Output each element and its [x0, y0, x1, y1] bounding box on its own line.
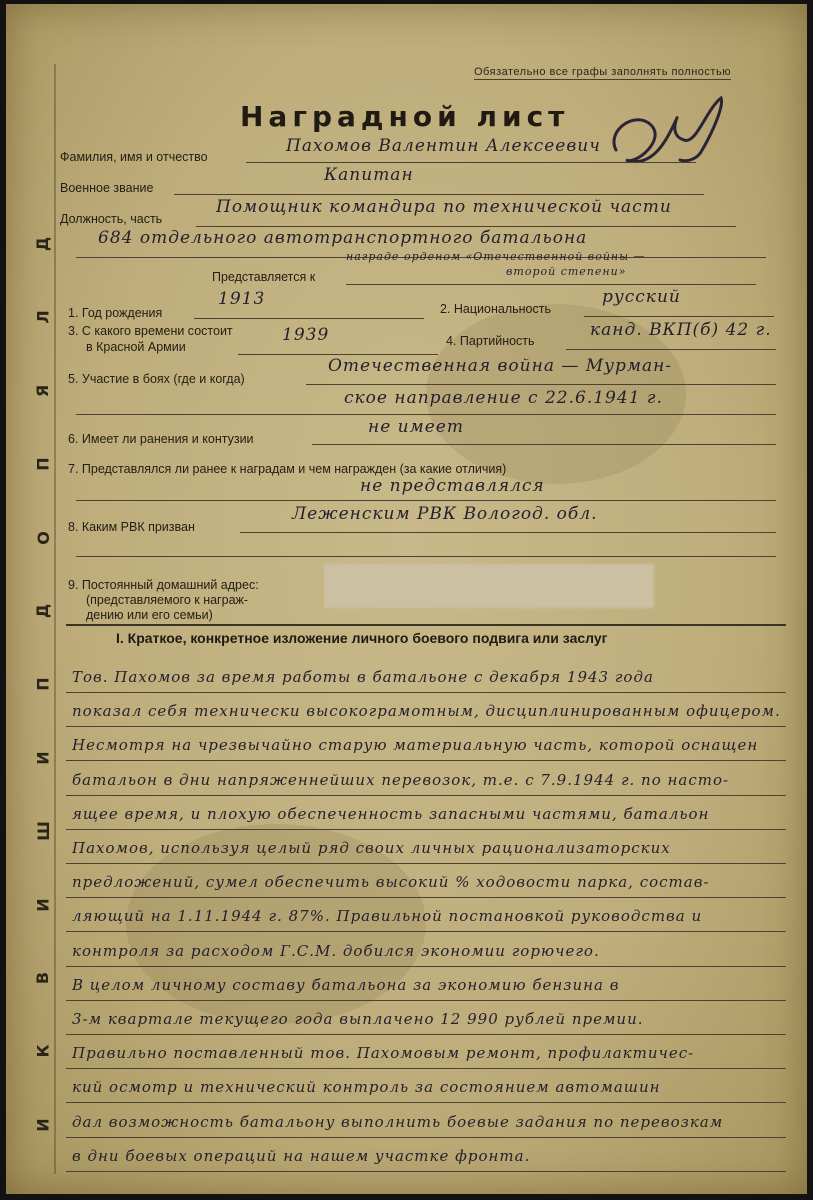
section-rule	[66, 624, 786, 626]
wounds-label: 6. Имеет ли ранения и контузии	[68, 432, 254, 446]
narrative-line: Правильно поставленный тов. Пахомовым ремонт, профилактичес-	[72, 1044, 695, 1063]
narrative-line: в дни боевых операций на нашем участке фронта.	[72, 1146, 531, 1165]
underline	[584, 316, 774, 317]
side-caption-letter: П	[33, 676, 53, 692]
narrative-line: предложений, сумел обеспечить высокий % ходовости парка, состав-	[72, 873, 710, 892]
battles-value-line2: ское направление с 22.6.1941 г.	[344, 388, 663, 408]
underline	[66, 966, 786, 967]
side-caption-letter: И	[33, 1117, 53, 1132]
underline	[66, 897, 786, 898]
side-caption-letter: И	[33, 896, 53, 912]
address-label-line2: (представляемого к награж-	[86, 593, 249, 607]
side-caption-letter: П	[33, 456, 53, 471]
underline	[306, 384, 776, 385]
side-caption-letter: Ш	[33, 820, 53, 842]
party-value: канд. ВКП(б) 42 г.	[590, 320, 772, 340]
nationality-value: русский	[602, 287, 681, 307]
side-caption-letter: Д	[33, 602, 53, 619]
nominated-value-line1: награде орденом «Отечественной войны —	[346, 250, 646, 263]
birth-year-label: 1. Год рождения	[68, 306, 163, 320]
narrative-line: кий осмотр и технический контроль за состоянием автомашин	[72, 1078, 661, 1097]
underline	[174, 194, 704, 195]
narrative-line: В целом личному составу батальона за экономию бензина в	[72, 975, 620, 994]
side-caption-letter: Л	[33, 309, 53, 325]
battles-value-line1: Отечественная война — Мурман-	[328, 356, 673, 376]
award-sheet	[6, 4, 807, 1194]
underline	[66, 829, 786, 830]
narrative-line: ляющий на 1.11.1944 г. 87%. Правильной постановкой руководства и	[72, 907, 703, 926]
underline	[66, 1068, 786, 1069]
underline	[238, 354, 438, 355]
underline	[66, 726, 786, 727]
underline	[76, 500, 776, 501]
wounds-value: не имеет	[368, 417, 464, 437]
narrative-line: дал возможность батальону выполнить боевые задания по перевозкам	[72, 1112, 724, 1131]
name-label: Фамилия, имя и отчество	[60, 150, 208, 164]
rank-label: Военное звание	[60, 181, 154, 195]
signature-mark	[596, 90, 736, 182]
underline	[346, 284, 756, 285]
narrative-line: батальон в дни напряженнейших перевозок, т.е. с 7.9.1944 г. по насто-	[72, 770, 730, 789]
birth-year-value: 1913	[218, 289, 266, 309]
side-caption-letter: О	[33, 529, 53, 545]
nominated-value-line2: второй степени»	[506, 265, 627, 278]
position-label: Должность, часть	[60, 212, 163, 226]
redacted-address	[324, 564, 654, 608]
underline	[66, 863, 786, 864]
narrative-line: Несмотря на чрезвычайно старую материальную часть, которой оснащен	[72, 736, 759, 755]
underline	[66, 1034, 786, 1035]
awards-value: не представлялся	[360, 476, 545, 496]
underline	[76, 556, 776, 557]
underline	[66, 1000, 786, 1001]
narrative-line: контроля за расходом Г.С.М. добился экономии горючего.	[72, 941, 600, 960]
address-label-line3: дению или его семьи)	[86, 608, 213, 622]
nominated-label: Представляется к	[212, 270, 316, 284]
underline	[66, 1171, 786, 1172]
underline	[240, 532, 776, 533]
side-caption	[28, 234, 58, 1134]
rvk-label: 8. Каким РВК призван	[68, 520, 195, 534]
underline	[246, 162, 696, 163]
army-since-value: 1939	[282, 325, 330, 345]
section-heading: I. Краткое, конкретное изложение личного боевого подвига или заслуг	[116, 630, 608, 646]
narrative-line: ящее время, и плохую обеспеченность запасными частями, батальон	[72, 804, 710, 823]
army-since-label-line1: 3. С какого времени состоит	[68, 324, 233, 338]
side-caption-letter: В	[33, 970, 53, 985]
rvk-value: Леженским РВК Вологод. обл.	[292, 504, 598, 524]
nationality-label: 2. Национальность	[440, 302, 551, 316]
underline	[66, 1137, 786, 1138]
name-value: Пахомов Валентин Алексеевич	[286, 136, 601, 156]
underline	[66, 1102, 786, 1103]
narrative-line: Пахомов, используя целый ряд своих личных рационализаторских	[72, 839, 671, 857]
battles-label: 5. Участие в боях (где и когда)	[68, 372, 245, 386]
underline	[196, 226, 736, 227]
party-label: 4. Партийность	[446, 334, 535, 348]
address-label-line1: 9. Постоянный домашний адрес:	[68, 578, 259, 592]
narrative-line: Тов. Пахомов за время работы в батальоне с декабря 1943 года	[72, 668, 654, 686]
position-value-line1: Помощник командира по технической части	[216, 197, 672, 217]
side-caption-letter: Я	[33, 383, 53, 397]
army-since-label-line2: в Красной Армии	[86, 340, 186, 354]
document-title: Наградной лист	[240, 100, 570, 133]
rank-value: Капитан	[324, 165, 414, 185]
narrative-line: 3-м квартале текущего года выплачено 12 990 рублей премии.	[72, 1010, 644, 1028]
side-caption-letter: Д	[33, 235, 53, 252]
side-caption-letter: И	[33, 750, 53, 765]
awards-label: 7. Представлялся ли ранее к наградам и чем награжден (за какие отличия)	[68, 462, 507, 476]
underline	[566, 349, 776, 350]
side-caption-letter: К	[33, 1043, 53, 1059]
underline	[194, 318, 424, 319]
underline	[66, 795, 786, 796]
underline	[312, 444, 776, 445]
underline	[76, 414, 776, 415]
fill-notice: Обязательно все графы заполнять полностью	[474, 66, 731, 78]
underline	[66, 760, 786, 761]
position-value-line2: 684 отдельного автотранспортного батальона	[98, 228, 588, 248]
narrative-line: показал себя технически высокограмотным, дисциплинированным офицером.	[72, 702, 781, 721]
underline	[66, 931, 786, 932]
underline	[66, 692, 786, 693]
